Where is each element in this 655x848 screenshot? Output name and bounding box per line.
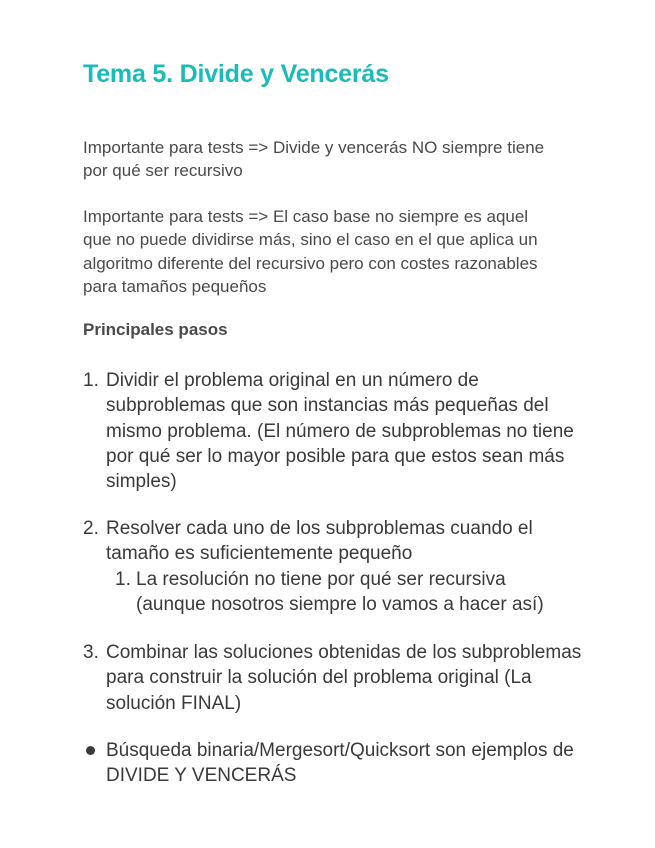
step-item-divide <box>83 368 583 494</box>
step-number: 3. <box>83 642 99 663</box>
step-text: Combinar las soluciones obtenidas de los subproblemas para construir la solución del problema original (La solución FINAL) <box>106 642 582 714</box>
step-item-combine <box>83 640 583 716</box>
substep-item <box>115 567 585 618</box>
step-number: 1. <box>83 370 99 391</box>
bullet-item-examples <box>83 738 583 789</box>
step-text: Dividir el problema original en un número de subproblemas que son instancias más pequeñas del mismo problema. (El número de subproblemas no tiene por qué ser lo mayor posible para que estos sean más simples) <box>106 370 574 493</box>
bullet-text: Búsqueda binaria/Mergesort/Quicksort son ejemplos de DIVIDE Y VENCERÁS <box>106 740 574 787</box>
page-title: Tema 5. Divide y Vencerás <box>83 60 389 88</box>
note-recursion: Importante para tests => Divide y vencerás NO siempre tiene por qué ser recursivo <box>83 138 545 181</box>
bullet-icon <box>86 746 95 755</box>
substep-number: 1. <box>115 569 131 590</box>
step-text: Resolver cada uno de los subproblemas cuando el tamaño es suficientemente pequeño <box>106 518 533 565</box>
note-base-case: Importante para tests => El caso base no siempre es aquel que no puede dividirse más, sino el caso en el que aplica un algoritmo diferente del recursivo pero con costes razonables para tamaños pequeños <box>83 207 538 296</box>
step-item-solve <box>83 516 583 567</box>
step-number: 2. <box>83 518 99 539</box>
section-heading: Principales pasos <box>83 320 228 339</box>
substep-text: La resolución no tiene por qué ser recursiva (aunque nosotros siempre lo vamos a hacer así) <box>136 569 544 616</box>
